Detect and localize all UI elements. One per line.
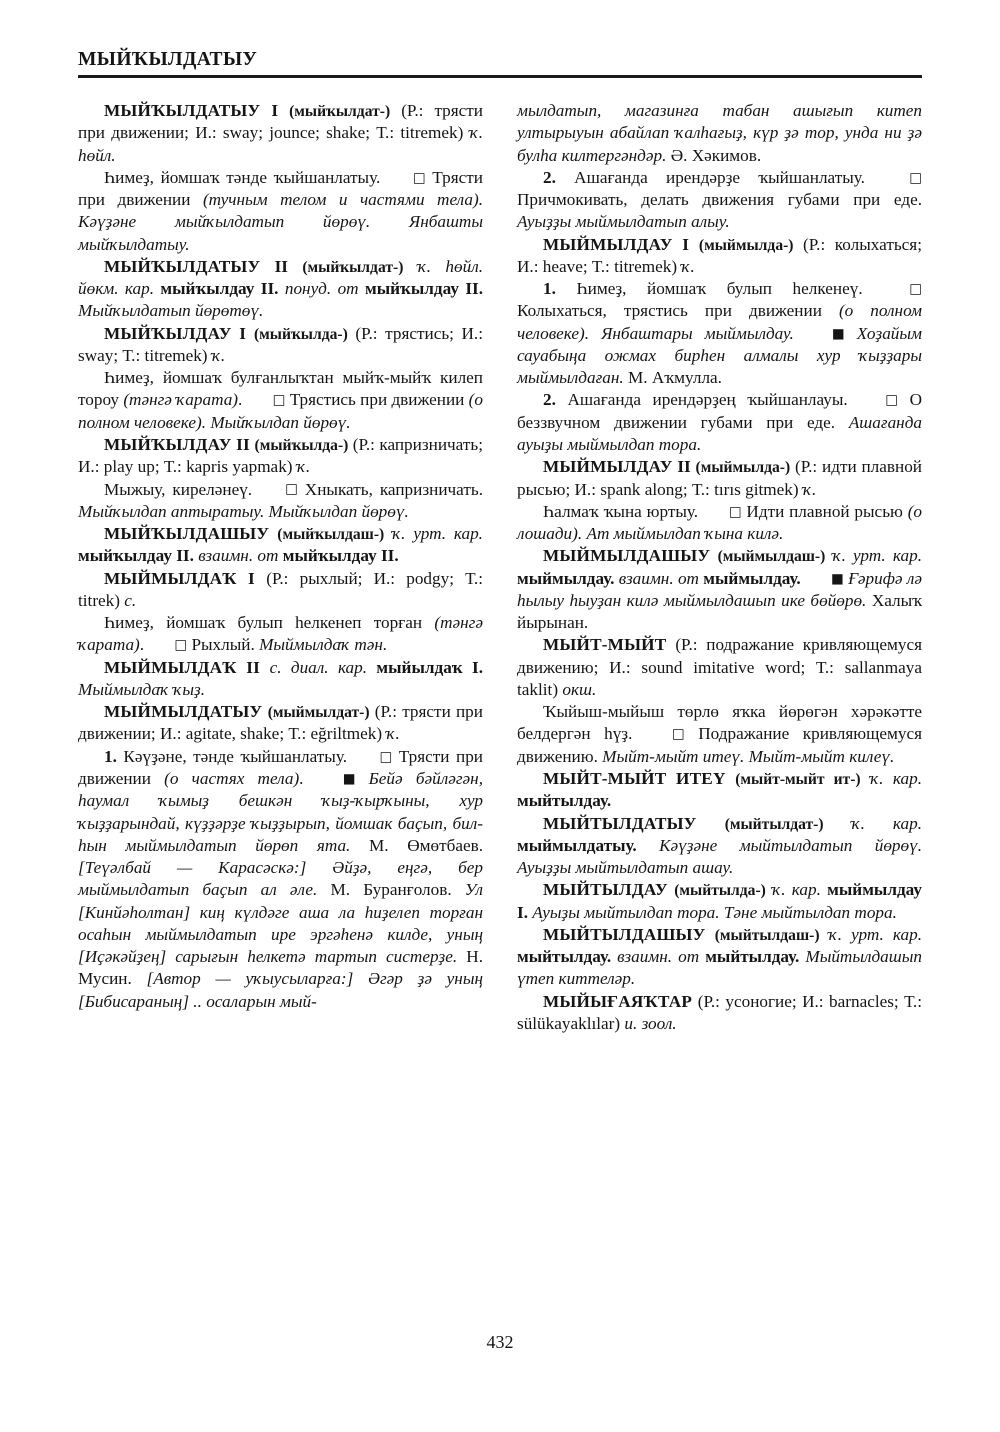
dictionary-entry (517, 634, 922, 701)
text-run-it: Мыймылдаҡ тән. (259, 635, 388, 655)
text-run-it: Мыйҡылдап аптыратыу. Мыйҡылдап йөрөү. (78, 501, 409, 521)
text-run-it: окш. (562, 679, 597, 699)
text-run-gl: (Р.: капризничать; И.: play up; Т.: kapris yapmak) (78, 434, 483, 477)
dictionary-entry (517, 879, 922, 924)
text-run-hw: МЫЙТ-МЫЙТ (543, 635, 676, 655)
text-run-hw: МЫЙМЫЛДАҠ II (104, 657, 270, 677)
text-run-stem: (мыйҡылда-) (254, 436, 349, 454)
entry-paragraph (78, 612, 483, 657)
entry-paragraph (517, 701, 922, 768)
text-run-stem: (мыйтылдаш-) (714, 926, 820, 944)
text-run-it: Ул [Кинйәһолтан] киң күлдәге аша ла һиҙелеп торған осаһын мыймылдатып ире эргәһенә килде, уның [Иҫәкәйҙең] сарығын һелкетә тартып систерҙе. (78, 880, 483, 967)
text-run-mk-open: □ (909, 281, 922, 298)
column-left (78, 100, 483, 1013)
text-run-bi: мыйҡылдау II. (282, 546, 399, 566)
dictionary-entry (78, 568, 483, 613)
text-run-it: (о полном человеке). Мыйҡылдап йөрөү. (78, 390, 483, 432)
text-run-it: [Автор — уҡыусыларға:] Әгәр ҙә уның [Бибисараның] .. осаларын мый- (78, 969, 483, 1011)
text-run-gl: (Р.: трясти при движении; И.: sway; jounce; shake; Т.: titremek) (78, 101, 483, 143)
text-run-bi: мыйҡылдау II. (160, 279, 279, 299)
text-run-it: Мыймылдаҡ ҡыҙ. (78, 679, 206, 699)
text-run-mk-open: □ (885, 392, 899, 409)
text-run-it: и. зоол. (624, 1013, 677, 1033)
text-run-gl: . (238, 390, 247, 410)
text-run-stem: (мыйҡылдат-) (302, 258, 404, 276)
text-run-gl: Ә. Хәкимов. (666, 145, 762, 165)
text-run-it: (тәнгә ҡарата) (123, 390, 239, 410)
text-run-it: с. диал. кар. (269, 657, 377, 677)
text-run-gl: М. Аҡмулла. (623, 368, 722, 388)
text-run-mk-open: □ (909, 169, 922, 186)
text-run-it: взаимн. от (193, 546, 283, 566)
text-run-mk-open: □ (272, 392, 286, 409)
text-run-gl: Һимеҙ, йомшаҡ булып һелкенеү. (555, 279, 884, 299)
text-run-stem: (мыймылда-) (698, 236, 794, 254)
dictionary-entry (517, 234, 922, 279)
dictionary-entry (78, 523, 483, 568)
text-run-gl: (Р.: трястись; И.: sway; Т.: titremek) (78, 323, 483, 365)
dictionary-entry (517, 991, 922, 1036)
text-run-it: ҡ. кар. (765, 880, 828, 900)
text-run-hw: МЫЙТ-МЫЙТ ИТЕҮ (543, 768, 736, 788)
text-run-stem: (мыймылдат-) (267, 704, 370, 722)
text-run-it: ҡ. (386, 724, 400, 744)
text-run-it: ҡ. кар. (860, 768, 922, 788)
text-run-bi: мыймылдау. (517, 568, 615, 588)
text-run-gl: (Р.: усоногие; И.: barnacles; Т.: sülükayaklılar) (517, 991, 922, 1033)
dictionary-entry (517, 768, 922, 813)
text-run-mk-open: □ (412, 169, 426, 186)
page-number: 432 (486, 1332, 514, 1352)
entry-paragraph (78, 367, 483, 434)
text-run-hw: МЫЙМЫЛДАТЫУ (104, 702, 268, 722)
text-run-it: взаимн. от (614, 568, 704, 588)
text-run-mk-open: □ (174, 637, 188, 654)
text-run-gl: Һимеҙ, йомшаҡ булғанлыҡтан мыйҡ-мыйҡ килеп тороу (78, 368, 483, 410)
text-run-it: (о полном человеке). Янбаштары мыймылдау. (517, 301, 922, 343)
text-run-it: мылдатып, магазинға табан ашығып китеп ултырыуын абайлап ҡалһағыҙ, күр ҙә тор, унда ни ҙә булһа килтергәндәр. (517, 101, 922, 165)
text-run-stem: (мыйҡылдат-) (289, 103, 391, 120)
text-run-hw: МЫЙМЫЛДАШЫУ (543, 546, 718, 566)
text-run-it: ҡ. (296, 457, 311, 477)
text-run-gl: Ашағанда ирендәрҙең ҡыйшанлауы. (555, 390, 860, 410)
text-run-hw: МЫЙҠЫЛДАШЫУ (104, 524, 278, 544)
text-run-bi: мыйтылдау. (517, 947, 612, 967)
text-run-mk-fill: ■ (831, 325, 845, 342)
dictionary-entry (517, 924, 922, 991)
text-run-it: Хоҙайым сауабыңа ожмах бирһен алмалы хур ҡыҙҙары мыймылдаған. (517, 323, 922, 388)
text-run-gl: . (299, 768, 317, 788)
text-run-hw: МЫЙҠЫЛДАТЫУ (104, 101, 261, 120)
text-run-mk-open: □ (379, 748, 393, 765)
text-run-hw: МЫЙМЫЛДАУ I (543, 234, 699, 254)
text-run-it: һөйл. йөкм. кар. (78, 256, 483, 299)
text-run-gl: (Р.: рыхлый; И.: podgy; Т.: titrek) (78, 568, 483, 610)
text-run-it: понуд. от (278, 279, 365, 299)
text-run-gl: М. Өмөтбаев. (350, 835, 483, 855)
text-run-gl: (Р.: идти плавной рысью; И.: spank along; Т.: tırıs gitmek) (517, 457, 922, 499)
text-run-it: ҡ. урт. кар. (825, 546, 922, 566)
text-run-gl: (Р.: колыхаться; И.: heave; Т.: titremek) (517, 234, 922, 276)
text-run-sense: 1. (104, 746, 117, 766)
dictionary-entry (78, 323, 483, 368)
entry-paragraph (517, 100, 922, 167)
text-run-gl: Трясти при движении (78, 746, 483, 788)
dictionary-entry (78, 701, 483, 746)
text-run-gl: Хныкать, капризничать. (297, 479, 483, 499)
text-run-gl: Подражание кривляющемуся движению. (517, 724, 922, 766)
text-run-gl: О беззвучном движении губами при еде. (517, 390, 922, 432)
text-run-gl: Ашағанда ирендәрҙе ҡыйшанлатыу. (555, 167, 884, 187)
entry-paragraph (78, 479, 483, 524)
text-run-it: (тучным телом и частями тела). Кәүҙәне мыйҡылдатып йөрөү. Янбашты мыйҡылдатыу. (78, 190, 483, 254)
text-run-gl: Трястись при движении (285, 390, 469, 410)
text-run-sense: 2. (543, 390, 556, 410)
text-run-it: Мыйҡылдатып йөрөтөү. (78, 301, 264, 321)
text-run-it: (тәнгә ҡарата) (78, 613, 483, 655)
text-run-gl: Трясти при движении (78, 167, 483, 210)
text-run-hw: МЫЙҠЫЛДАУ II (104, 434, 255, 454)
text-run-gl: Колыхаться, трястись при движении (517, 301, 839, 321)
text-run-gl: Рыхлый. (187, 635, 260, 655)
text-run-hw: МЫЙМЫЛДАУ (543, 457, 673, 477)
text-run-bi: мыйҡылдау II. (78, 546, 194, 566)
running-head-rule (78, 75, 922, 78)
text-columns (78, 100, 922, 1035)
text-run-it: Мыйтылдашып үтеп киттеләр. (517, 947, 922, 989)
text-run-bi: мыймылдау I. (517, 880, 922, 922)
text-run-it: ҡ. (681, 256, 695, 276)
text-run-it: Ауыҙы мыйтылдап тора. Тәне мыйтылдап тора. (528, 902, 897, 922)
text-run-bi: мыймылдау. (703, 568, 801, 588)
text-run-sense: 1. (543, 279, 556, 299)
text-run-stem: (мыйтылда-) (674, 882, 766, 900)
text-run-it: Ғәрифә лә һылыу һыуҙан килә мыймылдашып ике бөйөрө. (517, 568, 922, 610)
running-head (78, 50, 922, 78)
text-run-it: ҡ. урт. кар. (384, 524, 483, 544)
text-run-gl: Һимеҙ, йомшаҡ булып һелкенеп торған (104, 613, 435, 633)
text-run-it: с. (124, 590, 137, 610)
text-run-it: Мыйт-мыйт итеү. Мыйт-мыйт килеү. (602, 746, 895, 766)
text-run-gl: М. Буранғолов. (317, 880, 465, 900)
text-run-stem: (мыйҡылда-) (253, 325, 348, 343)
text-run-bi: мыймылдатыу. (517, 835, 637, 855)
entry-paragraph (517, 389, 922, 456)
text-run-gl: . (139, 635, 149, 655)
text-run-bi: мыйтылдау. (517, 791, 612, 811)
entry-paragraph (78, 746, 483, 1013)
text-run-gl: (Р.: подражание кривляющемуся движению; И.: sound imitative word; Т.: sallanmaya taklit) (517, 635, 923, 699)
text-run-gl: Идти плавной рысью (741, 501, 908, 521)
dictionary-entry (78, 256, 483, 323)
text-run-it: ҡ. (211, 345, 226, 365)
text-run-gl: Халыҡ йырынан. (517, 590, 923, 633)
text-run-gl: Мыжыу, киреләнеү. (104, 479, 260, 499)
text-run-stem: (мыйтылдат-) (724, 815, 824, 833)
text-run-hw: МЫЙТЫЛДАТЫУ (543, 813, 725, 833)
entry-paragraph (517, 501, 922, 546)
text-run-it: ҡ. һөйл. (78, 123, 483, 165)
text-run-it: Кәүҙәне мыйтылдатып йөрөү. Ауыҙҙы мыйтылдатып ашау. (517, 835, 922, 878)
text-run-stem: (мыймылдаш-) (717, 548, 826, 566)
text-run-hw: МЫЙҠЫЛДАУ I (104, 323, 254, 343)
text-run-stem: (мыйҡылдаш-) (277, 526, 385, 544)
text-run-it: Ашағанда ауыҙы мыймылдап тора. (517, 412, 922, 454)
text-run-gl: (Р.: трясти при движении; И.: agitate, shake; Т.: eğriltmek) (78, 702, 483, 744)
text-run-it: ҡ. кар. (823, 813, 922, 833)
text-run-hw: МЫЙМЫЛДАҠ I (104, 568, 267, 588)
text-run-gl: Кәүҙәне, тәнде ҡыйшанлатыу. (116, 746, 354, 766)
dictionary-entry (517, 813, 922, 880)
text-run-it: ҡ. урт. кар. (819, 924, 922, 944)
text-run-it: Бейә бәйләгән, һаумал ҡымыҙ бешкән ҡыҙ-ҡырҡыны, хур ҡыҙҙарындай, күҙҙәрҙе ҡыҙҙырып, йомшак баҫып, бил-һын мыймылдатып йөрөп ята. (78, 768, 484, 855)
text-run-it: [Теүәлбай — Карасәскә:] Әйҙә, еңгә, бер мыймылдатып баҫып ал әле. (78, 858, 483, 900)
column-right (517, 100, 922, 1035)
text-run-it: ҡ. (403, 256, 446, 276)
text-run-mk-open: □ (285, 481, 298, 498)
text-run-rom: II (672, 457, 696, 477)
text-run-bi: мыйтылдау. (705, 947, 800, 967)
text-run-gl: Һалмаҡ ҡына юртыу. (543, 501, 703, 521)
text-run-bi: мыйҡылдау II. (364, 279, 484, 299)
text-run-gl: Һимеҙ, йомшаҡ тәнде ҡыйшанлатыу. (104, 167, 387, 187)
dictionary-entry (517, 456, 922, 501)
text-run-gl: Причмокивать, делать движения губами при еде. (517, 190, 922, 210)
entry-paragraph (78, 167, 483, 256)
dictionary-entry (517, 545, 922, 634)
text-run-it: Ауыҙҙы мыймылдатып алыу. (517, 212, 730, 232)
text-run-it: (о лошади). Ат мыймылдап ҡына килә. (517, 501, 923, 544)
text-run-hw: МЫЙҠЫЛДАТЫУ (104, 256, 261, 276)
entry-paragraph (517, 167, 922, 234)
text-run-stem: (мыймылда-) (695, 459, 791, 477)
text-run-hw: МЫЙТЫЛДАУ (543, 880, 675, 900)
text-run-it: взаимн. от (611, 947, 706, 967)
text-run-rom: I (260, 101, 290, 120)
text-run-it: ҡ. (802, 479, 817, 499)
text-run-rom: II (260, 256, 303, 276)
dictionary-entry (78, 100, 483, 167)
text-run-gl (794, 324, 806, 343)
text-run-bi: мыйылдаҡ I. (376, 657, 483, 677)
running-head-text: МЫЙҠЫЛДАТЫУ (78, 49, 258, 70)
text-run-it: (о частях тела) (164, 768, 300, 788)
dictionary-entry (78, 434, 483, 479)
text-run-sense: 2. (543, 167, 556, 187)
text-run-hw: МЫЙТЫЛДАШЫУ (543, 924, 715, 944)
text-run-gl: Н. Мусин. (78, 947, 483, 989)
text-run-mk-fill: ■ (342, 770, 356, 787)
text-run-stem: (мыйт-мыйт ит-) (735, 770, 861, 788)
text-run-mk-fill: ■ (831, 570, 844, 587)
text-run-mk-open: □ (671, 726, 685, 743)
text-run-hw: МЫЙЫҒАЯҠТАР (543, 991, 698, 1011)
entry-paragraph (517, 278, 922, 389)
text-run-gl: Ҡыйыш-мыйыш төрлө яҡка йөрөгән хәрәкәтте белдергән һүҙ. (517, 702, 922, 744)
text-run-mk-open: □ (728, 503, 742, 520)
dictionary-entry (78, 657, 483, 702)
